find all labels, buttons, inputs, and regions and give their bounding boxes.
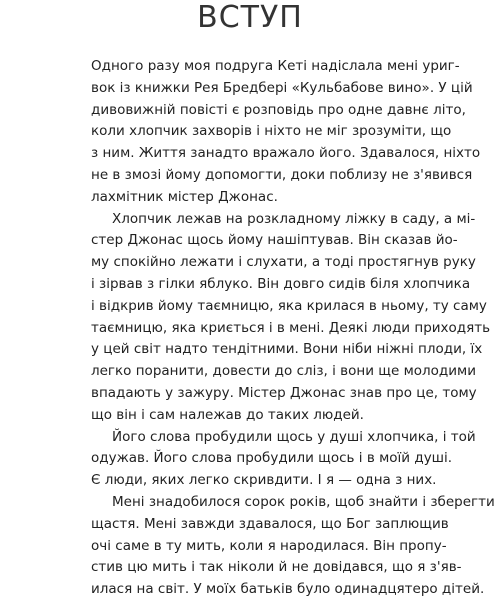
- paragraph-2: [91, 209, 491, 427]
- text-line: легко поранити, довести до сліз, і вони ще молодими: [91, 363, 476, 380]
- text-line: впадають у зажуру. Містер Джонас знав про це, тому: [91, 384, 477, 401]
- text-line: і зірвав з гілки яблуко. Він довго сидів біля хлопчика: [91, 275, 471, 292]
- text-line: очі саме в ту мить, коли я народилася. Він пропу-: [91, 537, 447, 554]
- paragraph-4: [91, 492, 495, 601]
- body-text: [91, 56, 495, 601]
- text-line: Є люди, яких легко скривдити. І я — одна з них.: [91, 472, 437, 489]
- text-line: Його слова пробудили щось у душі хлопчика, і той: [112, 428, 476, 445]
- text-line: Мені знадобилося сорок років, щоб знайти і зберегти: [112, 493, 495, 510]
- text-line: коли хлопчик захворів і ніхто не міг зрозуміти, що: [91, 123, 452, 140]
- text-line: Одного разу моя подруга Кеті надіслала мені уриг-: [91, 58, 460, 74]
- page-title: ВСТУП: [197, 0, 303, 35]
- text-line: не в змозі йому допомогти, доки поблизу не з'явився: [91, 166, 473, 183]
- text-line: у цей світ надто тендітними. Вони ніби ніжні плоди, їх: [91, 341, 483, 358]
- text-line: стив цю мить і так ніколи й не довідався, що я з'яв-: [91, 559, 462, 576]
- paragraph-1: [91, 56, 481, 209]
- text-line: одужав. Його слова пробудили щось і в моїй душі.: [91, 450, 453, 467]
- text-line: щастя. Мені завжди здавалося, що Бог заплющив: [91, 515, 449, 532]
- text-line: му спокійно лежати і слухати, а тоді простягнув руку: [91, 254, 476, 271]
- text-line: вок із книжки Рея Бредбері «Кульбабове вино». У цій: [91, 79, 473, 96]
- text-line: стер Джонас щось йому нашіптував. Він сказав йо-: [91, 232, 458, 249]
- text-line: лахмітник містер Джонас.: [91, 188, 278, 205]
- text-line: Хлопчик лежав на розкладному ліжку в саду, а мі-: [112, 210, 476, 227]
- text-line: дивовижній повісті є розповідь про одне давнє літо,: [91, 101, 466, 118]
- text-line: що він і сам належав до таких людей.: [91, 406, 364, 423]
- text-line: таємницю, яка криється і в мені. Деякі люди приходять: [91, 319, 491, 336]
- text-line: і відкрив йому таємницю, яка крилася в ньому, ту саму: [91, 297, 487, 314]
- paragraph-3: [91, 427, 476, 492]
- text-line: з ним. Життя занадто вражало його. Здавалося, ніхто: [91, 145, 481, 162]
- text-line: илася на світ. У моїх батьків було одинадцятеро дітей.: [91, 581, 485, 598]
